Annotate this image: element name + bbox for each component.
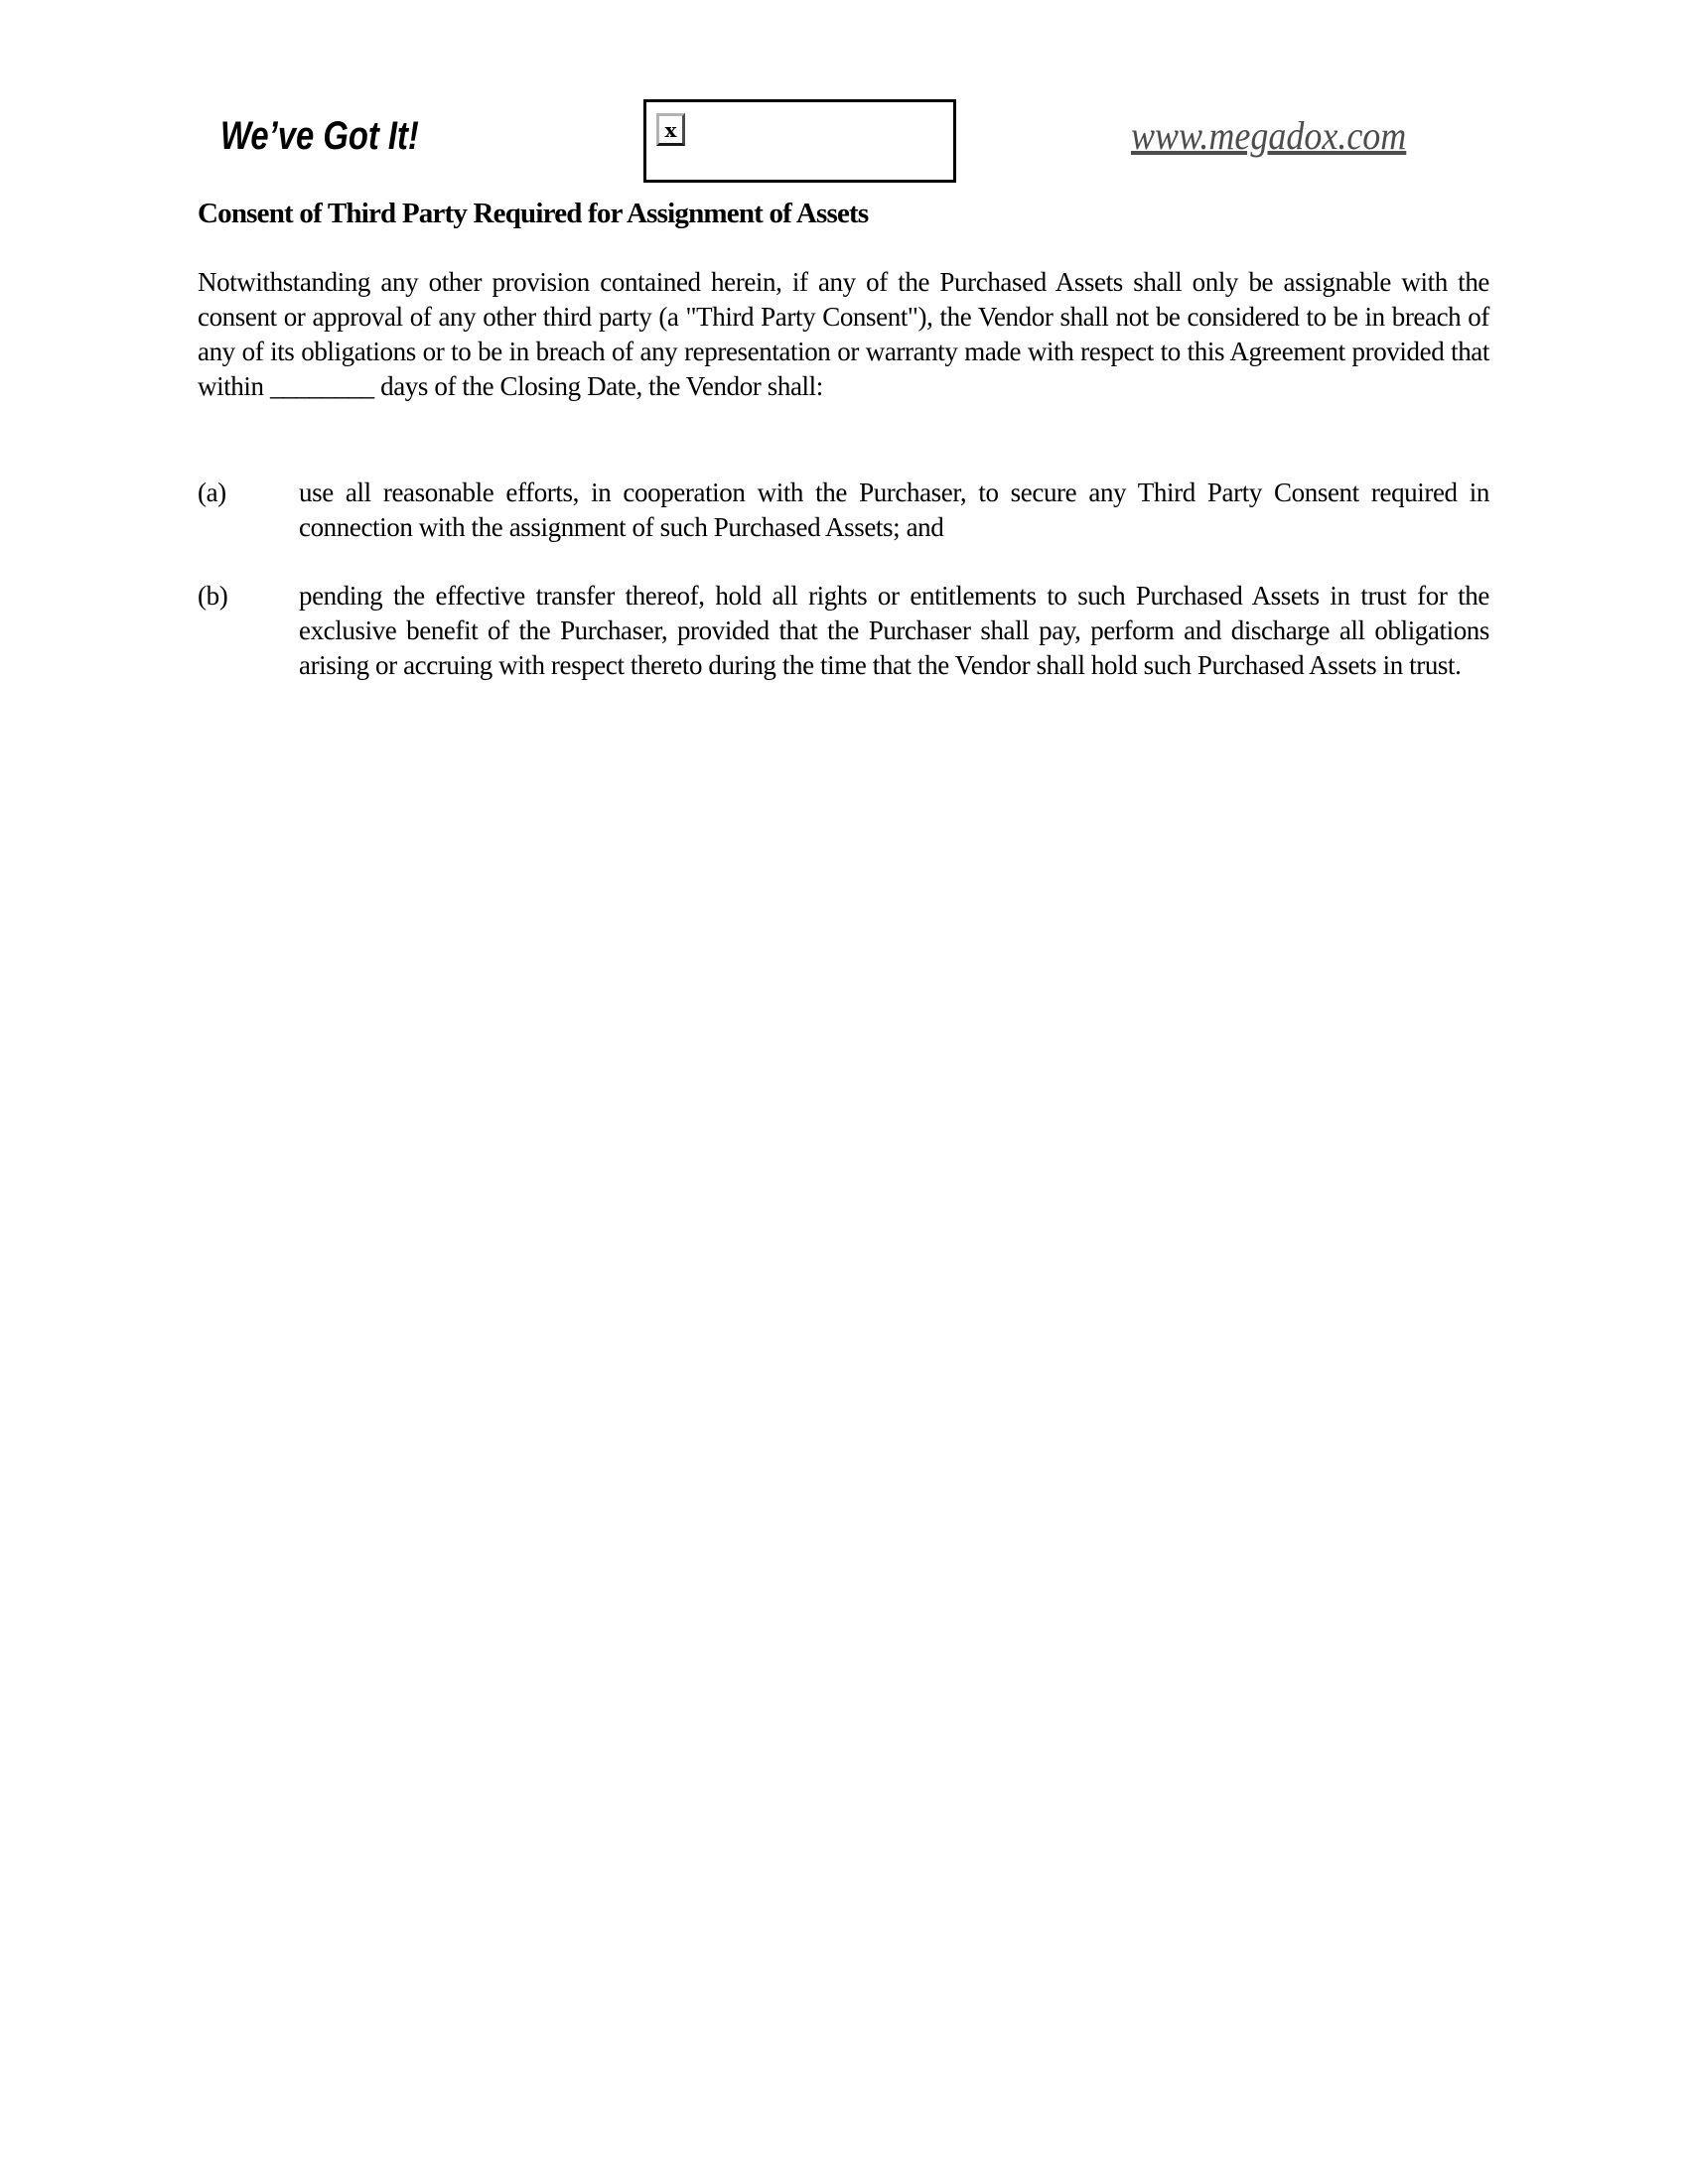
broken-image-icon [656,113,685,146]
clause-a-text: use all reasonable efforts, in cooperation with the Purchaser, to secure any Third Party Consent required in connection with the assignment of such Purchased Assets; and [299,478,1489,542]
logo-image-placeholder [643,99,956,183]
website-link[interactable]: www.megadox.com [1131,113,1407,158]
document-title: Consent of Third Party Required for Assignment of Assets [198,198,869,229]
clause-b-label: (b) [198,581,228,611]
clause-a-label: (a) [198,478,226,507]
intro-paragraph: Notwithstanding any other provision contained herein, if any of the Purchased Assets shall only be assignable with the consent or approval of any other third party (a "Third Party Consent"), the Vendor shall not be considered to be in breach of any of its obligations or to be in breach of any representation or warranty made with respect to this Agreement provided that within ________ days of the Closing Date, the Vendor shall: [198,267,1489,401]
broken-image-x-glyph: x [664,117,677,142]
clause-b-text: pending the effective transfer thereof, hold all rights or entitlements to such Purchased Assets in trust for the exclusive benefit of the Purchaser, provided that the Purchaser shall pay, perform and discharge all obligations arising or accruing with respect thereto during the time that the Vendor shall hold such Purchased Assets in trust. [299,581,1489,680]
brand-tagline: We’ve Got It! [220,114,419,158]
clause-item-a [198,476,1489,545]
clause-item-b [198,579,1489,683]
